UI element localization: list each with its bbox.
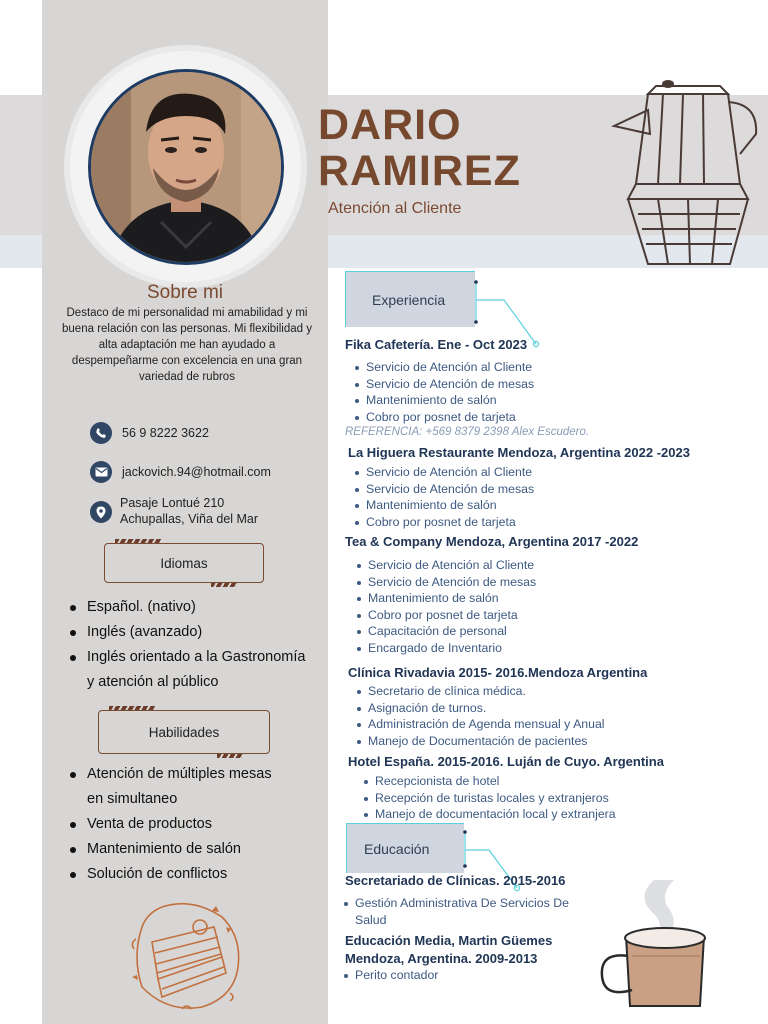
- list-item: Servicio de Atención de mesas: [354, 376, 534, 393]
- list-item: Mantenimiento de salón: [356, 590, 536, 607]
- education-details: [343, 967, 438, 984]
- moka-pot-illustration: [608, 74, 768, 269]
- list-item: Inglés (avanzado): [70, 620, 305, 645]
- list-item: Cobro por posnet de tarjeta: [356, 607, 536, 624]
- list-item: Perito contador: [343, 967, 438, 984]
- list-item: Asignación de turnos.: [356, 700, 605, 717]
- list-item: Servicio de Atención al Cliente: [354, 464, 534, 481]
- last-name: RAMIREZ: [318, 147, 521, 195]
- experience-heading-tag: [345, 271, 475, 327]
- profile-photo-frame: [64, 45, 307, 288]
- job-title: Clínica Rivadavia 2015- 2016.Mendoza Argentina: [348, 665, 648, 680]
- job-title: Fika Cafetería. Ene - Oct 2023: [345, 337, 528, 352]
- list-item: Recepcionista de hotel: [363, 773, 616, 790]
- list-item: Recepción de turistas locales y extranjeros: [363, 790, 616, 807]
- contact-address: [90, 495, 258, 527]
- list-item: Cobro por posnet de tarjeta: [354, 409, 534, 426]
- languages-title: Idiomas: [160, 555, 208, 571]
- address-line-2: Achupallas, Viña del Mar: [120, 512, 259, 526]
- list-item: Gestión Administrativa De Servicios De Salud: [343, 895, 601, 928]
- list-item: Venta de productos: [70, 812, 272, 837]
- list-item: Atención de múltiples mesas: [70, 762, 272, 787]
- job-duties: [354, 464, 534, 530]
- languages-heading-box: [104, 543, 264, 583]
- list-item: Mantenimiento de salón: [354, 497, 534, 514]
- languages-list: [70, 595, 305, 695]
- education-details: [343, 895, 601, 928]
- list-item: Solución de conflictos: [70, 862, 272, 887]
- profile-photo: [88, 69, 284, 265]
- job-title: Tea & Company Mendoza, Argentina 2017 -2022: [345, 534, 639, 549]
- education-heading-tag: [346, 823, 464, 873]
- job-role: Atención al Cliente: [328, 200, 462, 217]
- about-text: Destaco de mi personalidad mi amabilidad y mi buena relación con las personas. Mi flexibilidad y alta adaptación me han ayudado a despempeñarme con excelencia en una gran variedad de rubros: [62, 307, 312, 383]
- about-title: Sobre mi: [146, 282, 224, 303]
- list-item: Mantenimiento de salón: [354, 392, 534, 409]
- list-item: Español. (nativo): [70, 595, 305, 620]
- contact-phone: [90, 422, 209, 444]
- first-name: DARIO: [318, 101, 462, 149]
- education-title-line: Educación Media, Martin Güemes: [345, 933, 553, 948]
- list-item: Servicio de Atención de mesas: [356, 574, 536, 591]
- job-title: La Higuera Restaurante Mendoza, Argentina 2022 -2023: [348, 445, 690, 460]
- job-duties: [356, 557, 536, 657]
- list-item-continuation: y atención al público: [87, 674, 219, 690]
- list-item: Servicio de Atención al Cliente: [356, 557, 536, 574]
- list-item: Capacitación de personal: [356, 623, 536, 640]
- phone-icon: [90, 422, 112, 444]
- contact-email: [90, 461, 271, 483]
- job-title: Hotel España. 2015-2016. Luján de Cuyo. Argentina: [348, 754, 664, 769]
- email-address: jackovich.94@hotmail.com: [122, 465, 271, 479]
- mail-icon: [90, 461, 112, 483]
- list-item: Secretario de clínica médica.: [356, 683, 605, 700]
- job-duties: [354, 359, 534, 425]
- location-pin-icon: [90, 501, 112, 523]
- skills-title: Habilidades: [148, 724, 220, 740]
- phone-number: 56 9 8222 3622: [122, 426, 209, 440]
- full-name: [318, 102, 521, 194]
- list-item: Manejo de Documentación de pacientes: [356, 733, 605, 750]
- list-item: Encargado de Inventario: [356, 640, 536, 657]
- list-item: Mantenimiento de salón: [70, 837, 272, 862]
- list-item: Cobro por posnet de tarjeta: [354, 514, 534, 531]
- cake-illustration: [122, 897, 246, 1015]
- education-title-item: Secretariado de Clínicas. 2015-2016: [345, 873, 566, 888]
- list-item: Inglés orientado a la Gastronomía: [70, 645, 305, 670]
- education-title-item: [345, 932, 552, 968]
- skills-list: [70, 762, 272, 887]
- experience-title: Experiencia: [372, 291, 446, 308]
- job-reference: REFERENCIA: +569 8379 2398 Alex Escudero.: [345, 426, 590, 438]
- list-item: Administración de Agenda mensual y Anual: [356, 716, 605, 733]
- education-title-line: Mendoza, Argentina. 2009-2013: [345, 951, 538, 966]
- address-line-1: Pasaje Lontué 210: [120, 496, 225, 510]
- job-duties: [363, 773, 616, 823]
- list-item: Servicio de Atención de mesas: [354, 481, 534, 498]
- coffee-cup-illustration: [596, 872, 716, 1012]
- skills-heading-box: [98, 710, 270, 754]
- list-item-continuation: en simultaneo: [87, 791, 178, 807]
- education-title: Educación: [364, 840, 430, 857]
- list-item: Manejo de documentación local y extranjera: [363, 806, 616, 823]
- list-item: Servicio de Atención al Cliente: [354, 359, 534, 376]
- job-duties: [356, 683, 605, 749]
